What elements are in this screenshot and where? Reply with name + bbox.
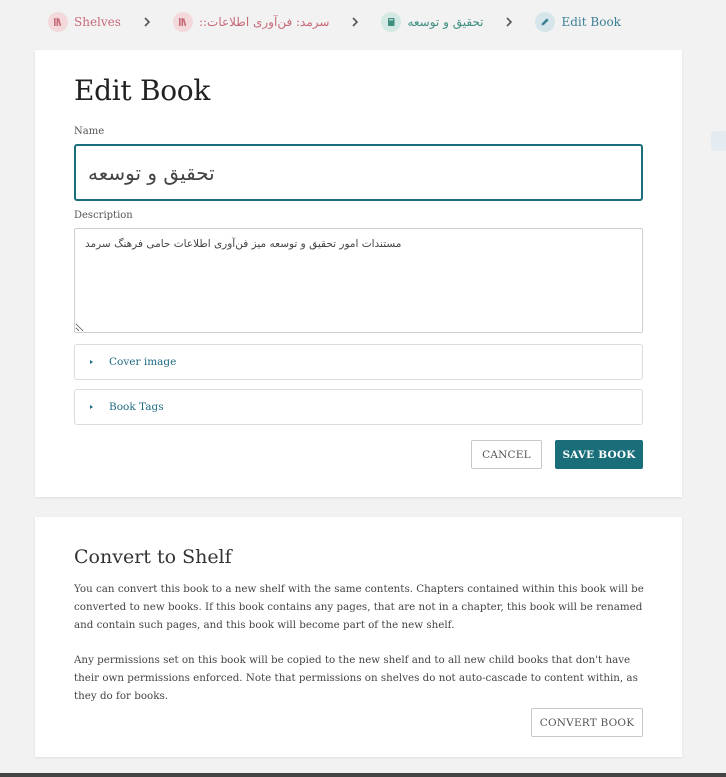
bottom-bar bbox=[0, 773, 726, 777]
breadcrumb-current[interactable] bbox=[535, 12, 620, 32]
bookshelf-icon bbox=[48, 12, 68, 32]
breadcrumb-book-label: تحقیق و توسعه bbox=[407, 15, 484, 29]
name-input[interactable] bbox=[74, 144, 643, 201]
breadcrumb-shelves[interactable] bbox=[48, 12, 121, 32]
name-label: Name bbox=[74, 126, 105, 137]
breadcrumb-shelf-label: سرمد: فن‌آوری اطلاعات:: bbox=[198, 15, 330, 29]
breadcrumb bbox=[48, 10, 621, 34]
book-icon bbox=[381, 12, 401, 32]
convert-book-button[interactable]: CONVERT BOOK bbox=[531, 708, 643, 737]
chevron-right-icon bbox=[121, 17, 173, 27]
chevron-right-icon bbox=[483, 17, 535, 27]
cancel-button[interactable]: CANCEL bbox=[471, 440, 542, 469]
bookshelf-icon bbox=[173, 12, 193, 32]
convert-title: Convert to Shelf bbox=[74, 546, 232, 568]
page-title: Edit Book bbox=[74, 74, 211, 107]
description-input[interactable] bbox=[74, 228, 643, 333]
breadcrumb-book[interactable] bbox=[381, 12, 483, 32]
book-tags-toggle[interactable] bbox=[74, 389, 643, 425]
save-book-button[interactable]: SAVE BOOK bbox=[555, 440, 643, 469]
convert-permissions-note: Any permissions set on this book will be copied to the new shelf and to all new child books that don't have their own permissions enforced. Note that permissions on shelves do not auto-cascade to content within, as they do for books. bbox=[74, 654, 638, 702]
description-label: Description bbox=[74, 210, 133, 221]
breadcrumb-shelves-label: Shelves bbox=[74, 15, 121, 29]
convert-to-shelf-card bbox=[35, 517, 682, 757]
book-tags-label: Book Tags bbox=[109, 401, 164, 413]
side-panel-tab[interactable] bbox=[711, 131, 726, 151]
chevron-right-icon bbox=[329, 17, 381, 27]
convert-description: You can convert this book to a new shelf with the same contents. Chapters contained within this book will be converted to new books. If this book contains any pages, that are not in a chapter, this book will be renamed and contain such pages, and this book will become part of the new shelf. bbox=[74, 583, 644, 631]
cover-image-toggle[interactable] bbox=[74, 344, 643, 380]
caret-right-icon bbox=[90, 405, 93, 409]
breadcrumb-current-label: Edit Book bbox=[561, 15, 621, 29]
breadcrumb-shelf[interactable] bbox=[173, 12, 330, 32]
pencil-icon bbox=[535, 12, 555, 32]
cover-image-label: Cover image bbox=[109, 356, 177, 368]
caret-right-icon bbox=[90, 360, 93, 364]
edit-book-card bbox=[35, 50, 682, 497]
